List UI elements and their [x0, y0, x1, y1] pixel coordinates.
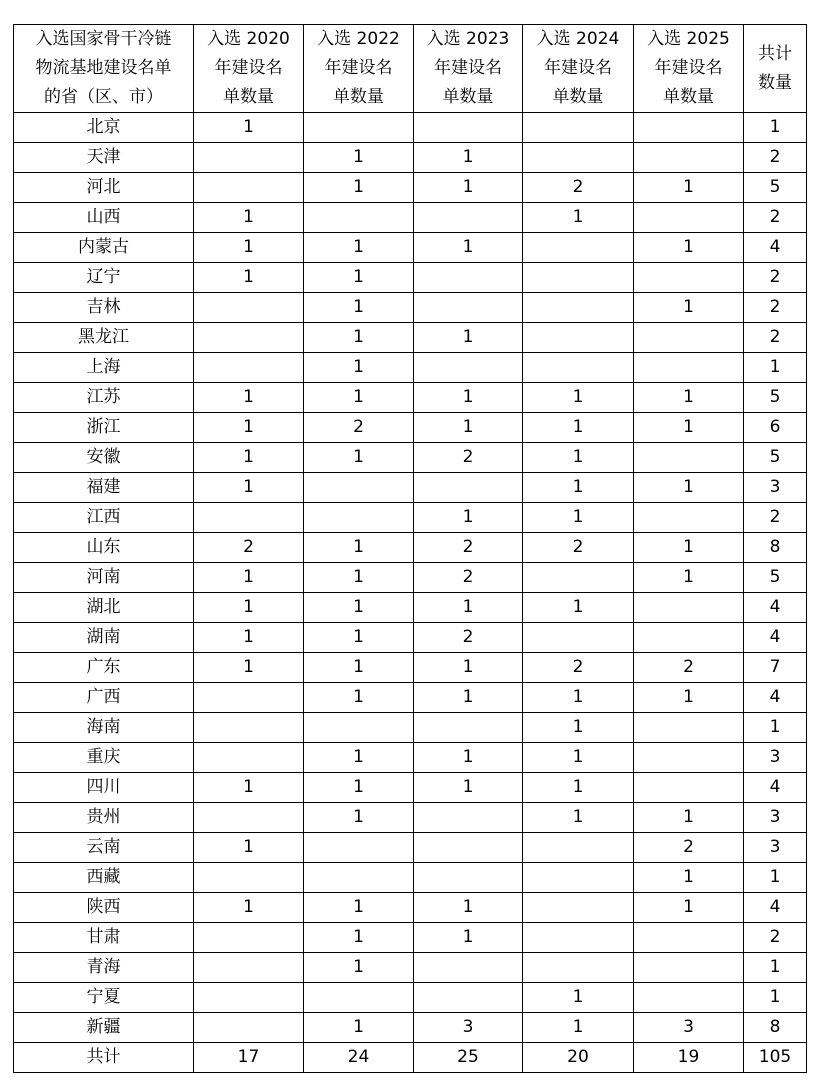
header-2022: [304, 25, 414, 113]
total-cell: 1: [744, 113, 807, 143]
count-2022-cell: 1: [304, 263, 414, 293]
header-line: 入选 2020: [207, 29, 290, 49]
count-2023-cell: 1: [414, 773, 523, 803]
count-2022-cell: [304, 833, 414, 863]
count-2025-cell: [634, 143, 744, 173]
total-cell: 8: [744, 1013, 807, 1043]
header-line: 单数量: [442, 87, 494, 107]
count-2024-cell: [523, 563, 634, 593]
count-2020-cell: 1: [194, 443, 304, 473]
count-2022-cell: [304, 473, 414, 503]
count-2024-cell: [523, 623, 634, 653]
count-2023-cell: 1: [414, 143, 523, 173]
count-2023-cell: 1: [414, 233, 523, 263]
count-2025-cell: 1: [634, 533, 744, 563]
count-2025-cell: 1: [634, 893, 744, 923]
count-2020-cell: [194, 323, 304, 353]
count-2025-cell: [634, 113, 744, 143]
total-cell: 5: [744, 173, 807, 203]
count-2020-cell: [194, 743, 304, 773]
table-row: [14, 623, 807, 653]
count-2022-cell: 1: [304, 1013, 414, 1043]
table-row: [14, 863, 807, 893]
table-row: [14, 533, 807, 563]
total-cell: 8: [744, 533, 807, 563]
table-row: [14, 203, 807, 233]
count-2022-cell: 1: [304, 563, 414, 593]
count-2023-cell: 25: [414, 1043, 523, 1073]
total-cell: 5: [744, 383, 807, 413]
count-2024-cell: 1: [523, 803, 634, 833]
count-2020-cell: 1: [194, 773, 304, 803]
count-2020-cell: [194, 803, 304, 833]
count-2024-cell: [523, 893, 634, 923]
province-cell: 河南: [14, 563, 194, 593]
count-2020-cell: [194, 503, 304, 533]
total-cell: 4: [744, 773, 807, 803]
count-2020-cell: [194, 1013, 304, 1043]
count-2024-cell: [523, 263, 634, 293]
header-line: 入选 2025: [647, 29, 730, 49]
count-2022-cell: 2: [304, 413, 414, 443]
count-2023-cell: [414, 473, 523, 503]
count-2024-cell: 1: [523, 683, 634, 713]
total-cell: 2: [744, 293, 807, 323]
table-row: [14, 983, 807, 1013]
table-row: [14, 593, 807, 623]
table-row: [14, 893, 807, 923]
count-2023-cell: [414, 953, 523, 983]
count-2025-cell: [634, 443, 744, 473]
count-2025-cell: [634, 623, 744, 653]
count-2022-cell: 1: [304, 773, 414, 803]
header-line: 共计: [758, 43, 792, 64]
count-2020-cell: [194, 143, 304, 173]
total-cell: 4: [744, 683, 807, 713]
count-2020-cell: 17: [194, 1043, 304, 1073]
table-row: [14, 413, 807, 443]
total-cell: 3: [744, 803, 807, 833]
count-2022-cell: 24: [304, 1043, 414, 1073]
count-2020-cell: [194, 923, 304, 953]
count-2025-cell: 1: [634, 683, 744, 713]
count-2020-cell: 1: [194, 593, 304, 623]
count-2024-cell: [523, 323, 634, 353]
count-2022-cell: [304, 863, 414, 893]
province-cell: 湖南: [14, 623, 194, 653]
table-row: [14, 683, 807, 713]
count-2024-cell: [523, 143, 634, 173]
count-2023-cell: 1: [414, 383, 523, 413]
count-2022-cell: 1: [304, 593, 414, 623]
header-line: 入选 2022: [317, 29, 400, 49]
table-row: [14, 443, 807, 473]
count-2023-cell: 2: [414, 563, 523, 593]
total-cell: 4: [744, 233, 807, 263]
province-cell: 福建: [14, 473, 194, 503]
table-row: [14, 113, 807, 143]
province-cell: 西藏: [14, 863, 194, 893]
count-2022-cell: 1: [304, 623, 414, 653]
count-2024-cell: 2: [523, 533, 634, 563]
province-cell: 山东: [14, 533, 194, 563]
count-2023-cell: [414, 803, 523, 833]
total-cell: 3: [744, 473, 807, 503]
count-2025-cell: 1: [634, 413, 744, 443]
table-row: [14, 233, 807, 263]
count-2025-cell: [634, 263, 744, 293]
count-2020-cell: [194, 353, 304, 383]
province-cell: 广东: [14, 653, 194, 683]
count-2022-cell: 1: [304, 143, 414, 173]
count-2023-cell: [414, 833, 523, 863]
count-2025-cell: [634, 983, 744, 1013]
province-cell: 山西: [14, 203, 194, 233]
count-2022-cell: 1: [304, 953, 414, 983]
count-2022-cell: 1: [304, 443, 414, 473]
table-row: [14, 383, 807, 413]
province-cell: 浙江: [14, 413, 194, 443]
header-line: 数量: [758, 72, 792, 93]
count-2022-cell: 1: [304, 743, 414, 773]
totals-row: [14, 1043, 807, 1073]
header-2025: [634, 25, 744, 113]
header-line: 单数量: [552, 87, 604, 107]
count-2024-cell: [523, 233, 634, 263]
count-2025-cell: [634, 593, 744, 623]
table-row: [14, 353, 807, 383]
count-2022-cell: 1: [304, 323, 414, 353]
header-line: 年建设名: [434, 58, 502, 78]
count-2024-cell: 1: [523, 743, 634, 773]
count-2025-cell: 1: [634, 173, 744, 203]
count-2025-cell: [634, 923, 744, 953]
count-2024-cell: 1: [523, 413, 634, 443]
count-2023-cell: 1: [414, 653, 523, 683]
table-body: [14, 113, 807, 1073]
count-2025-cell: [634, 323, 744, 353]
count-2024-cell: [523, 293, 634, 323]
count-2023-cell: 1: [414, 683, 523, 713]
header-row: [14, 25, 807, 113]
table-row: [14, 773, 807, 803]
count-2020-cell: [194, 293, 304, 323]
count-2023-cell: 1: [414, 893, 523, 923]
count-2025-cell: 1: [634, 293, 744, 323]
count-2024-cell: 1: [523, 593, 634, 623]
province-cell: 江西: [14, 503, 194, 533]
count-2020-cell: 1: [194, 383, 304, 413]
cold-chain-base-table: [13, 24, 807, 1073]
count-2023-cell: 1: [414, 173, 523, 203]
province-cell: 河北: [14, 173, 194, 203]
count-2025-cell: 1: [634, 803, 744, 833]
province-cell: 广西: [14, 683, 194, 713]
count-2024-cell: 1: [523, 773, 634, 803]
count-2023-cell: [414, 983, 523, 1013]
total-cell: 4: [744, 593, 807, 623]
province-cell: 黑龙江: [14, 323, 194, 353]
count-2020-cell: 1: [194, 833, 304, 863]
total-cell: 2: [744, 503, 807, 533]
table-row: [14, 833, 807, 863]
total-cell: 5: [744, 443, 807, 473]
table-row: [14, 473, 807, 503]
count-2023-cell: 2: [414, 533, 523, 563]
count-2023-cell: 1: [414, 413, 523, 443]
count-2020-cell: [194, 713, 304, 743]
count-2022-cell: [304, 503, 414, 533]
count-2025-cell: [634, 743, 744, 773]
total-cell: 1: [744, 863, 807, 893]
table-row: [14, 653, 807, 683]
count-2025-cell: [634, 353, 744, 383]
header-province: [14, 25, 194, 113]
count-2020-cell: 1: [194, 653, 304, 683]
count-2024-cell: [523, 113, 634, 143]
total-cell: 2: [744, 203, 807, 233]
count-2024-cell: 1: [523, 983, 634, 1013]
table-row: [14, 293, 807, 323]
count-2020-cell: 1: [194, 203, 304, 233]
total-cell: 6: [744, 413, 807, 443]
count-2024-cell: 1: [523, 203, 634, 233]
table-header: [14, 25, 807, 113]
province-cell: 内蒙古: [14, 233, 194, 263]
header-line: 入选 2024: [536, 29, 620, 49]
table-row: [14, 323, 807, 353]
count-2020-cell: 1: [194, 263, 304, 293]
header-line: 入选 2023: [426, 29, 510, 49]
total-cell: 4: [744, 893, 807, 923]
count-2022-cell: 1: [304, 803, 414, 833]
count-2020-cell: [194, 683, 304, 713]
province-cell: 上海: [14, 353, 194, 383]
count-2022-cell: [304, 713, 414, 743]
total-cell: 1: [744, 713, 807, 743]
count-2025-cell: 1: [634, 473, 744, 503]
table-row: [14, 173, 807, 203]
total-cell: 7: [744, 653, 807, 683]
province-cell: 共计: [14, 1043, 194, 1073]
count-2022-cell: 1: [304, 353, 414, 383]
count-2022-cell: 1: [304, 173, 414, 203]
table-row: [14, 263, 807, 293]
count-2025-cell: 2: [634, 653, 744, 683]
province-cell: 海南: [14, 713, 194, 743]
count-2023-cell: 1: [414, 503, 523, 533]
count-2025-cell: 1: [634, 863, 744, 893]
header-2020: [194, 25, 304, 113]
table-row: [14, 953, 807, 983]
count-2020-cell: 2: [194, 533, 304, 563]
table-row: [14, 503, 807, 533]
count-2023-cell: 2: [414, 443, 523, 473]
province-cell: 天津: [14, 143, 194, 173]
table-row: [14, 563, 807, 593]
table-row: [14, 803, 807, 833]
count-2022-cell: [304, 983, 414, 1013]
province-cell: 云南: [14, 833, 194, 863]
count-2022-cell: 1: [304, 683, 414, 713]
count-2020-cell: 1: [194, 113, 304, 143]
count-2024-cell: 2: [523, 653, 634, 683]
count-2024-cell: 1: [523, 713, 634, 743]
count-2020-cell: 1: [194, 623, 304, 653]
count-2023-cell: [414, 713, 523, 743]
total-cell: 105: [744, 1043, 807, 1073]
count-2024-cell: 1: [523, 443, 634, 473]
province-cell: 江苏: [14, 383, 194, 413]
count-2024-cell: [523, 353, 634, 383]
count-2022-cell: 1: [304, 383, 414, 413]
province-cell: 吉林: [14, 293, 194, 323]
count-2024-cell: 1: [523, 473, 634, 503]
count-2025-cell: 3: [634, 1013, 744, 1043]
count-2024-cell: 1: [523, 383, 634, 413]
table-row: [14, 1013, 807, 1043]
header-line: 物流基地建设名单: [35, 58, 172, 78]
count-2023-cell: [414, 263, 523, 293]
count-2023-cell: [414, 203, 523, 233]
count-2022-cell: 1: [304, 653, 414, 683]
total-cell: 2: [744, 323, 807, 353]
header-total: [744, 25, 807, 113]
count-2025-cell: [634, 203, 744, 233]
province-cell: 新疆: [14, 1013, 194, 1043]
header-line: 单数量: [223, 87, 274, 107]
province-cell: 陕西: [14, 893, 194, 923]
total-cell: 1: [744, 983, 807, 1013]
total-cell: 2: [744, 143, 807, 173]
count-2020-cell: 1: [194, 233, 304, 263]
count-2024-cell: 1: [523, 503, 634, 533]
count-2025-cell: 19: [634, 1043, 744, 1073]
total-cell: 1: [744, 353, 807, 383]
header-2024: [523, 25, 634, 113]
count-2022-cell: 1: [304, 923, 414, 953]
count-2023-cell: 3: [414, 1013, 523, 1043]
count-2022-cell: 1: [304, 533, 414, 563]
count-2023-cell: 1: [414, 923, 523, 953]
total-cell: 5: [744, 563, 807, 593]
count-2024-cell: [523, 953, 634, 983]
count-2023-cell: [414, 353, 523, 383]
total-cell: 3: [744, 833, 807, 863]
total-cell: 3: [744, 743, 807, 773]
total-cell: 2: [744, 263, 807, 293]
header-line: 的省（区、市）: [44, 87, 163, 107]
province-cell: 甘肃: [14, 923, 194, 953]
count-2025-cell: 2: [634, 833, 744, 863]
count-2023-cell: 1: [414, 323, 523, 353]
header-line: 年建设名: [654, 58, 723, 78]
count-2020-cell: [194, 173, 304, 203]
province-cell: 四川: [14, 773, 194, 803]
count-2025-cell: 1: [634, 563, 744, 593]
count-2022-cell: [304, 203, 414, 233]
count-2020-cell: [194, 863, 304, 893]
count-2025-cell: [634, 713, 744, 743]
header-line: 入选国家骨干冷链: [35, 29, 172, 49]
count-2022-cell: 1: [304, 293, 414, 323]
table-row: [14, 743, 807, 773]
count-2024-cell: [523, 923, 634, 953]
count-2024-cell: 1: [523, 1013, 634, 1043]
province-cell: 安徽: [14, 443, 194, 473]
count-2023-cell: [414, 863, 523, 893]
province-cell: 重庆: [14, 743, 194, 773]
province-cell: 青海: [14, 953, 194, 983]
count-2023-cell: 1: [414, 593, 523, 623]
count-2020-cell: [194, 953, 304, 983]
count-2020-cell: [194, 983, 304, 1013]
table-row: [14, 923, 807, 953]
header-line: 单数量: [333, 87, 384, 107]
total-cell: 2: [744, 923, 807, 953]
table-row: [14, 713, 807, 743]
count-2020-cell: 1: [194, 893, 304, 923]
total-cell: 1: [744, 953, 807, 983]
count-2025-cell: 1: [634, 383, 744, 413]
count-2020-cell: 1: [194, 563, 304, 593]
count-2025-cell: [634, 953, 744, 983]
count-2025-cell: 1: [634, 233, 744, 263]
province-cell: 宁夏: [14, 983, 194, 1013]
count-2025-cell: [634, 503, 744, 533]
header-line: 年建设名: [324, 58, 393, 78]
count-2025-cell: [634, 773, 744, 803]
province-cell: 贵州: [14, 803, 194, 833]
count-2023-cell: [414, 293, 523, 323]
province-cell: 北京: [14, 113, 194, 143]
count-2022-cell: 1: [304, 233, 414, 263]
count-2024-cell: [523, 833, 634, 863]
header-line: 年建设名: [214, 58, 283, 78]
header-2023: [414, 25, 523, 113]
province-cell: 辽宁: [14, 263, 194, 293]
province-cell: 湖北: [14, 593, 194, 623]
header-line: 单数量: [663, 87, 714, 107]
count-2020-cell: 1: [194, 473, 304, 503]
count-2023-cell: 2: [414, 623, 523, 653]
count-2022-cell: [304, 113, 414, 143]
count-2022-cell: 1: [304, 893, 414, 923]
count-2020-cell: 1: [194, 413, 304, 443]
count-2024-cell: 2: [523, 173, 634, 203]
count-2023-cell: 1: [414, 743, 523, 773]
total-cell: 4: [744, 623, 807, 653]
table-row: [14, 143, 807, 173]
header-line: 年建设名: [544, 58, 612, 78]
count-2024-cell: [523, 863, 634, 893]
count-2023-cell: [414, 113, 523, 143]
count-2024-cell: 20: [523, 1043, 634, 1073]
